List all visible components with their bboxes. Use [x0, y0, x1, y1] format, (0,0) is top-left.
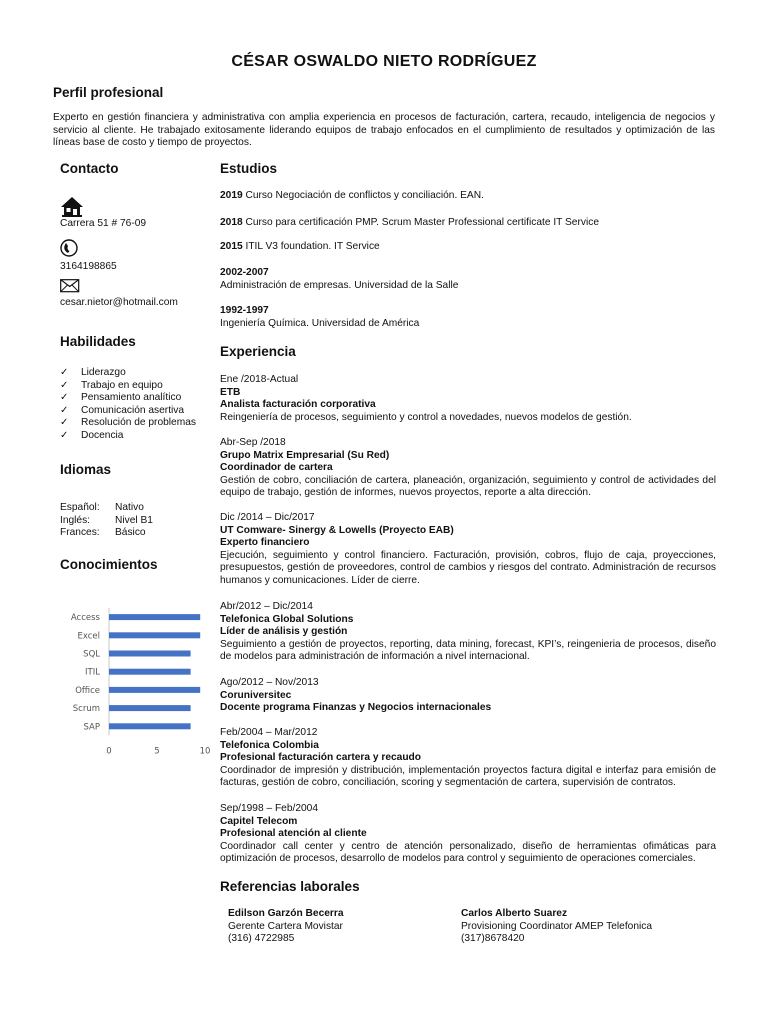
- experience-item: [220, 437, 716, 500]
- language-row: [60, 515, 153, 528]
- envelope-icon: [60, 279, 82, 299]
- skill-item: ✓ Resolución de problemas: [60, 417, 196, 429]
- reference-name: Edilson Garzón Becerra: [228, 908, 344, 919]
- contact-email: cesar.nietor@hotmail.com: [60, 297, 178, 308]
- experience-desc: Gestión de cobro, conciliación de cartera, planeación, organización, seguimiento y control de actividades del equipo de trabajo, gestión de informes, nuevos proyectos, reporte a alta dirección.: [220, 474, 716, 498]
- check-icon: ✓: [60, 367, 69, 378]
- education-text: ITIL V3 foundation. IT Service: [242, 241, 380, 252]
- candidate-name: CÉSAR OSWALDO NIETO RODRÍGUEZ: [231, 53, 537, 70]
- experience-date: Ago/2012 – Nov/2013: [220, 677, 319, 688]
- chart-category-label: Excel: [77, 631, 100, 642]
- habilidades-heading: Habilidades: [60, 334, 136, 349]
- experience-company: UT Comware- Sinergy & Lowells (Proyecto EAB): [220, 524, 454, 536]
- chart-category-label: SAP: [83, 722, 100, 733]
- experience-company: Coruniversitec: [220, 689, 292, 701]
- skill-item: ✓ Trabajo en equipo: [60, 379, 163, 391]
- education-text: Ingeniería Química. Universidad de América: [220, 317, 420, 329]
- skill-item: ✓ Pensamiento analítico: [60, 392, 182, 404]
- education-text: Curso Negociación de conflictos y conciliación. EAN.: [242, 190, 484, 201]
- experience-desc: Ejecución, seguimiento y control financiero. Facturación, provisión, cobros, flujo de caja, proyecciones, presupuestos, gestión de proveedores, control de cambios y riesgos del contrato. Administración de recursos humanos y comunicaciones. Líder de cierre.: [220, 549, 716, 586]
- reference-item: [228, 908, 344, 946]
- education-item: [220, 305, 716, 330]
- chart-bar: [109, 723, 191, 729]
- language-name: Inglés:: [60, 515, 91, 526]
- experience-company: Grupo Matrix Empresarial (Su Red): [220, 449, 390, 461]
- education-year: 2002-2007: [220, 267, 269, 278]
- check-icon: ✓: [60, 392, 69, 404]
- language-row: [60, 502, 144, 515]
- skills-list: [60, 367, 196, 443]
- experience-company: Telefonica Global Solutions: [220, 613, 354, 625]
- language-row: [60, 527, 146, 540]
- experience-desc: Coordinador call center y centro de atención personalizado, diseño de herramientas ofimáticas para optimización de procesos, desarrollo de modelos para control y seguimiento de operaciones comerciales.: [220, 840, 716, 864]
- skill-item: ✓ Comunicación asertiva: [60, 404, 185, 416]
- reference-phone: (316) 4722985: [228, 933, 295, 944]
- chart-bar: [109, 705, 191, 711]
- experience-role: Profesional atención al cliente: [220, 828, 367, 839]
- reference-item: [461, 908, 652, 946]
- chart-category-label: SQL: [83, 649, 100, 660]
- chart-x-tick-label: 5: [154, 746, 160, 757]
- language-name: Frances:: [60, 527, 100, 538]
- contacto-heading: Contacto: [60, 161, 119, 176]
- experience-role: Docente programa Finanzas y Negocios internacionales: [220, 702, 492, 713]
- education-year: 2019: [220, 190, 243, 201]
- experience-company: Capitel Telecom: [220, 815, 298, 827]
- experiencia-heading: Experiencia: [220, 344, 296, 359]
- education-year: 1992-1997: [220, 305, 269, 316]
- experience-date: Abr/2012 – Dic/2014: [220, 601, 313, 612]
- language-name: Español:: [60, 502, 100, 513]
- education-item: [220, 241, 716, 254]
- chart-x-tick-label: 10: [199, 746, 211, 757]
- language-level: Nivel B1: [115, 515, 153, 526]
- check-icon: ✓: [60, 404, 69, 416]
- experience-company: Telefonica Colombia: [220, 739, 319, 751]
- experience-date: Sep/1998 – Feb/2004: [220, 803, 318, 814]
- chart-bar: [109, 687, 200, 693]
- experience-date: Ene /2018-Actual: [220, 374, 299, 385]
- experience-desc: Seguimiento a gestión de proyectos, reporting, data mining, forecast, KPI’s, reingenieria de procesos, diseño de modelos para administración de información a nivel internacional.: [220, 638, 716, 662]
- education-item: [220, 267, 716, 292]
- chart-bar: [109, 669, 191, 675]
- language-level: Básico: [115, 527, 146, 538]
- referencias-heading: Referencias laborales: [220, 879, 360, 894]
- skills-bar-chart: [55, 602, 220, 760]
- reference-title: Provisioning Coordinator AMEP Telefonica: [461, 920, 653, 932]
- reference-name: Carlos Alberto Suarez: [461, 908, 568, 919]
- experience-desc: Reingeniería de procesos, seguimiento y control a novedades, nuevos modelos de gestión.: [220, 411, 632, 423]
- experience-role: Profesional facturación cartera y recaudo: [220, 752, 421, 763]
- experience-desc: Coordinador de impresión y distribución, implementación proyectos factura digital e interfaz para emisión de facturas, gestión de cobro, conciliación, scoring y segmentación de cartera, supervisión de contratos.: [220, 764, 716, 788]
- experience-role: Coordinador de cartera: [220, 462, 333, 473]
- experience-date: Feb/2004 – Mar/2012: [220, 727, 318, 738]
- education-text: Administración de empresas. Universidad de la Salle: [220, 279, 459, 291]
- experience-item: [220, 374, 716, 424]
- education-text: Curso para certificación PMP. Scrum Master Professional certificate IT Service: [242, 217, 599, 228]
- house-icon: [60, 196, 82, 216]
- experience-item: [220, 727, 716, 790]
- check-icon: ✓: [60, 417, 69, 429]
- experience-item: [220, 677, 716, 715]
- experience-item: [220, 803, 716, 866]
- chart-bar: [109, 651, 191, 657]
- experience-item: [220, 512, 716, 587]
- experience-role: Líder de análisis y gestión: [220, 626, 348, 637]
- check-icon: ✓: [60, 379, 69, 391]
- experience-role: Analista facturación corporativa: [220, 399, 376, 410]
- chart-x-tick-label: 0: [106, 746, 112, 757]
- idiomas-heading: Idiomas: [60, 462, 112, 477]
- chart-category-label: ITIL: [85, 667, 100, 678]
- experience-role: Experto financiero: [220, 537, 310, 548]
- perfil-text: Experto en gestión financiera y administrativa con amplia experiencia en procesos de facturación, cartera, recaudo, inteligencia de negocios y servicio al cliente. He trabajado exitosamente liderando equipos de trabajo enfocados en el cumplimiento de resultados y optimización de las líneas base de costo y tiempo de proyectos.: [53, 112, 715, 148]
- education-year: 2018: [220, 217, 243, 228]
- skill-item: ✓ Liderazgo: [60, 367, 126, 378]
- conocimientos-heading: Conocimientos: [60, 557, 158, 572]
- education-year: 2015: [220, 241, 243, 252]
- experience-company: ETB: [220, 386, 241, 398]
- phone-icon: [60, 238, 82, 258]
- experience-item: [220, 601, 716, 664]
- chart-category-label: Scrum: [72, 704, 100, 715]
- skill-item: ✓ Docencia: [60, 429, 124, 441]
- experience-date: Abr-Sep /2018: [220, 437, 286, 448]
- estudios-heading: Estudios: [220, 161, 278, 176]
- perfil-heading: Perfil profesional: [53, 85, 164, 100]
- chart-category-label: Access: [70, 613, 100, 624]
- education-item: [220, 217, 716, 230]
- chart-bar: [109, 614, 200, 620]
- chart-bar: [109, 632, 200, 638]
- chart-category-label: Office: [75, 685, 100, 696]
- reference-title: Gerente Cartera Movistar: [228, 920, 343, 932]
- check-icon: ✓: [60, 429, 69, 441]
- language-level: Nativo: [115, 502, 144, 513]
- contact-address: Carrera 51 # 76-09: [60, 218, 147, 229]
- reference-phone: (317)8678420: [461, 933, 525, 944]
- contact-phone: 3164198865: [60, 261, 117, 272]
- experience-date: Dic /2014 – Dic/2017: [220, 512, 315, 523]
- education-item: [220, 190, 716, 203]
